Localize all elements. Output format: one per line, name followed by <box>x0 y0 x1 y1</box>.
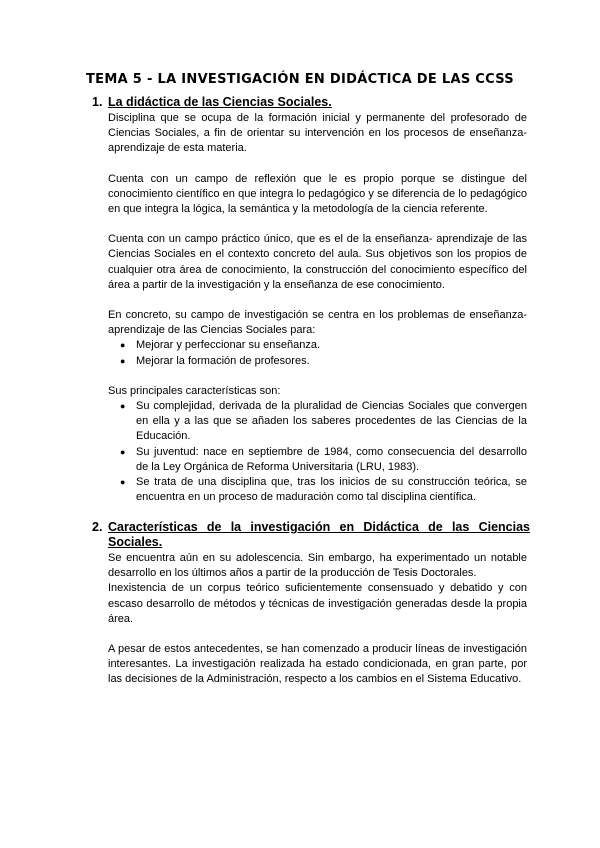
paragraph: Disciplina que se ocupa de la formación inicial y permanente del profesorado de Ciencias Sociales, a fin de orientar su intervención en los procesos de enseñanza-aprendizaje de esta materia. <box>108 112 527 155</box>
section-2-heading <box>92 520 530 550</box>
bullet-icon: ● <box>120 355 126 366</box>
paragraph: Cuenta con un campo práctico único, que es el de la enseñanza- aprendizaje de las Ciencias Sociales en el contexto concreto del aula. Sus objetivos son los propios de cualquier otra área de conocimiento, la construcción del conocimiento específico del área a partir de la investigación y la enseñanza de ese conocimiento. <box>108 233 527 291</box>
section-1-body <box>108 111 527 520</box>
paragraph: En concreto, su campo de investigación se centra en los problemas de enseñanza-aprendizaje de las Ciencias Sociales para: <box>108 309 527 337</box>
section-2-body <box>108 551 527 703</box>
paragraph: Cuenta con un campo de reflexión que le es propio porque se distingue del conocimiento científico en que integra lo pedagógico y se diferencia de lo pedagógico en que integra la lógica, la semántica y la metodología de la ciencia referente. <box>108 172 527 216</box>
list-item <box>108 399 527 445</box>
list-item-text: Su juventud: nace en septiembre de 1984, como consecuencia del desarrollo de la Ley Orgánica de Reforma Universitaria (LRU, 1983). <box>136 445 527 473</box>
bullet-list-characteristics <box>108 399 527 505</box>
bullet-icon: ● <box>120 401 126 412</box>
list-item-text: Su complejidad, derivada de la pluralidad de Ciencias Sociales que convergen en ella y a las que se añaden los saberes procedentes de las Ciencias de la Educación. <box>136 400 527 443</box>
paragraph: A pesar de estos antecedentes, se han comenzado a producir líneas de investigación interesantes. La investigación realizada ha estado condicionada, en gran parte, por las decisiones de la Administración, respecto a los cambios en el Sistema Educativo. <box>108 643 527 686</box>
section-1-heading <box>92 95 530 110</box>
page-title: TEMA 5 - LA INVESTIGACIÓN EN DIDÁCTICA DE LAS CCSS <box>86 72 514 87</box>
list-item-text: Se trata de una disciplina que, tras los inicios de su construcción teórica, se encuentra en un proceso de maduración como tal disciplina científica. <box>136 476 527 504</box>
list-item-text: Mejorar la formación de profesores. <box>136 354 310 367</box>
list-item <box>108 338 527 353</box>
section-1-title: La didáctica de las Ciencias Sociales. <box>108 95 332 109</box>
section-2-title: Características de la investigación en Didáctica de las Ciencias Sociales. <box>108 520 530 549</box>
section-1-number: 1. <box>92 95 103 109</box>
bullet-icon: ● <box>120 477 126 488</box>
bullet-list-objectives <box>108 338 527 368</box>
paragraph: Sus principales características son: <box>108 384 281 397</box>
bullet-icon: ● <box>120 340 126 351</box>
list-item <box>108 445 527 475</box>
list-item-text: Mejorar y perfeccionar su enseñanza. <box>136 339 321 352</box>
bullet-icon: ● <box>120 446 126 457</box>
paragraph: Se encuentra aún en su adolescencia. Sin embargo, ha experimentado un notable desarrollo en los últimos años a partir de la producción de Tesis Doctorales. <box>108 552 527 580</box>
section-2-number: 2. <box>92 520 103 534</box>
list-item <box>108 354 527 369</box>
paragraph: Inexistencia de un corpus teórico suficientemente consensuado y debatido y con escaso desarrollo de métodos y técnicas de investigación generadas desde la propia área. <box>108 582 527 625</box>
list-item <box>108 475 527 505</box>
